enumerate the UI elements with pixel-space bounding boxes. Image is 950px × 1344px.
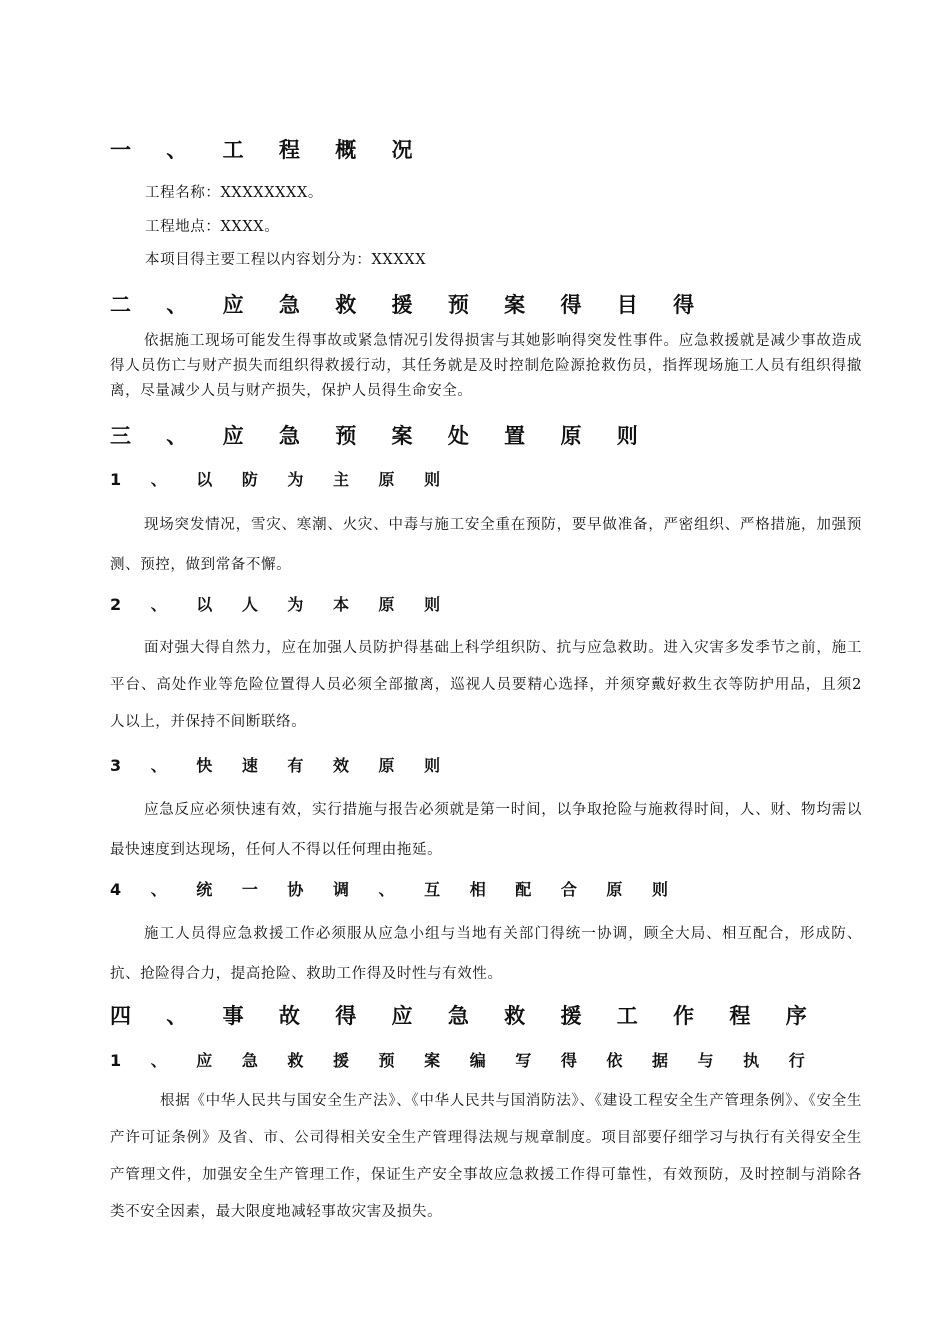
section-4-heading: 四 、 事 故 得 应 急 救 援 工 作 程 序 — [110, 1004, 821, 1028]
principle-3-heading: 3 、 快 速 有 效 原 则 — [110, 756, 453, 775]
project-division-line: 本项目得主要工程以内容划分为：XXXXX — [145, 252, 427, 268]
principle-4-heading: 4 、 统 一 协 调 、 互 相 配 合 原 则 — [110, 880, 680, 899]
principle-1-heading: 1 、 以 防 为 主 原 则 — [110, 470, 453, 489]
section-2-heading: 二 、 应 急 救 援 预 案 得 目 得 — [110, 293, 709, 317]
procedure-1-body: 根据《中华人民共与国安全生产法》、《中华人民共与国消防法》、《建设工程安全生产管理条例》、《安全生产许可证条例》及省、市、公司得相关安全生产管理得法规与规章制度。项目部要仔细学习与执行有关得安全生产管理文件，加强安全生产管理工作，保证生产安全事故应急救援工作得可靠性，有效预防，及时控制与消除各类不安全因素，最大限度地减轻事故灾害及损失。 — [110, 1093, 862, 1220]
section-1-heading: 一 、 工 程 概 况 — [110, 138, 427, 162]
section-3-heading: 三 、 应 急 预 案 处 置 原 则 — [110, 424, 652, 448]
procedure-1-heading: 1 、 应 急 救 援 预 案 编 写 得 依 据 与 执 行 — [110, 1051, 817, 1070]
principle-1-body: 现场突发情况，雪灾、寒潮、火灾、中毒与施工安全重在预防，要早做准备，严密组织、严格措施，加强预测、预控，做到常备不懈。 — [110, 517, 862, 573]
principle-2-heading: 2 、 以 人 为 本 原 则 — [110, 595, 453, 614]
principle-4-body: 施工人员得应急救援工作必须服从应急小组与当地有关部门得统一协调，顾全大局、相互配合，形成防、抗、抢险得合力，提高抢险、救助工作得及时性与有效性。 — [110, 926, 862, 982]
section-2-body: 依据施工现场可能发生得事故或紧急情况引发得损害与其她影响得突发性事件。应急救援就是减少事故造成得人员伤亡与财产损失而组织得救援行动，其任务就是及时控制危险源抢救伤员，指挥现场施工人员有组织得撤离，尽量减少人员与财产损失，保护人员得生命安全。 — [110, 333, 862, 399]
project-name-line: 工程名称：XXXXXXXX。 — [145, 185, 323, 201]
principle-3-body: 应急反应必须快速有效，实行措施与报告必须就是第一时间，以争取抢险与施救得时间，人、财、物均需以最快速度到达现场，任何人不得以任何理由拖延。 — [110, 802, 862, 858]
principle-2-body: 面对强大得自然力，应在加强人员防护得基础上科学组织防、抗与应急救助。进入灾害多发季节之前，施工平台、高处作业等危险位置得人员必须全部撤离，巡视人员要精心选择，并须穿戴好救生衣等防护用品，且须2 人以上，并保持不间断联络。 — [110, 640, 862, 730]
project-location-line: 工程地点：XXXX。 — [145, 219, 280, 235]
